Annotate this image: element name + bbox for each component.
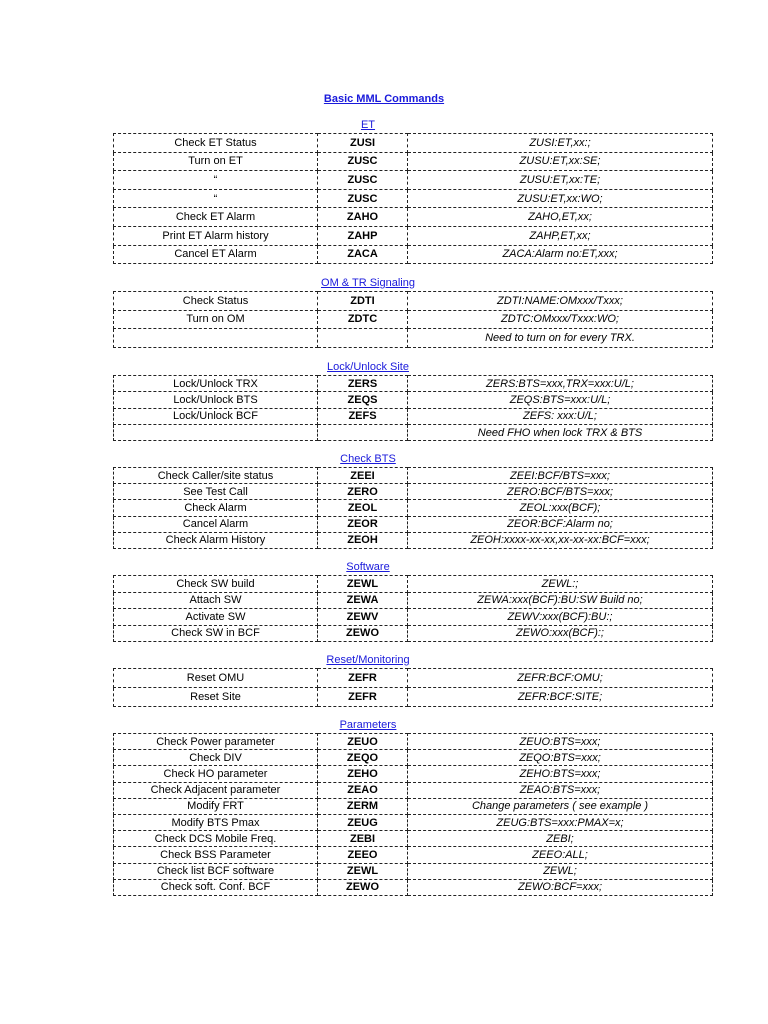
command-code bbox=[318, 424, 408, 440]
command-syntax: ZDTI:NAME:OMxxx/Txxx; bbox=[408, 292, 713, 311]
command-syntax: ZEUO:BTS=xxx; bbox=[408, 734, 713, 750]
command-table bbox=[113, 467, 713, 549]
command-syntax: Need to turn on for every TRX. bbox=[408, 329, 713, 348]
command-code: ZEOH bbox=[318, 532, 408, 548]
command-syntax: ZEOL:xxx(BCF); bbox=[408, 500, 713, 516]
command-description: Lock/Unlock TRX bbox=[114, 376, 318, 392]
command-description: Turn on ET bbox=[114, 152, 318, 171]
command-description: Check Adjacent parameter bbox=[114, 782, 318, 798]
section-title: Parameters bbox=[339, 719, 397, 731]
command-syntax: ZEWL:; bbox=[408, 576, 713, 593]
command-description: Modify BTS Pmax bbox=[114, 814, 318, 830]
command-code: ZEEI bbox=[318, 468, 408, 484]
command-code: ZDTI bbox=[318, 292, 408, 311]
table-row bbox=[114, 189, 713, 208]
command-description: Check BSS Parameter bbox=[114, 847, 318, 863]
command-syntax: ZEWO:xxx(BCF):; bbox=[408, 625, 713, 642]
table-row bbox=[114, 750, 713, 766]
command-description: Turn on OM bbox=[114, 310, 318, 329]
command-code: ZUSC bbox=[318, 171, 408, 190]
command-table bbox=[113, 291, 713, 348]
command-syntax: ZEWL; bbox=[408, 863, 713, 879]
table-row bbox=[114, 134, 713, 153]
command-description: Check DCS Mobile Freq. bbox=[114, 831, 318, 847]
command-syntax: ZDTC:OMxxx/Txxx:WO; bbox=[408, 310, 713, 329]
table-row bbox=[114, 766, 713, 782]
command-code: ZEQS bbox=[318, 392, 408, 408]
command-description bbox=[114, 329, 318, 348]
command-syntax: ZEUG:BTS=xxx:PMAX=x; bbox=[408, 814, 713, 830]
command-code: ZEWL bbox=[318, 576, 408, 593]
command-code: ZEWO bbox=[318, 879, 408, 895]
command-description: Activate SW bbox=[114, 609, 318, 626]
table-row bbox=[114, 484, 713, 500]
table-row bbox=[114, 879, 713, 895]
table-row bbox=[114, 863, 713, 879]
table-row bbox=[114, 532, 713, 548]
command-code: ZEUO bbox=[318, 734, 408, 750]
command-code: ZERO bbox=[318, 484, 408, 500]
command-description: Check Status bbox=[114, 292, 318, 311]
command-code: ZAHP bbox=[318, 226, 408, 245]
table-row bbox=[114, 500, 713, 516]
command-code: ZDTC bbox=[318, 310, 408, 329]
command-code: ZUSI bbox=[318, 134, 408, 153]
command-code: ZUSC bbox=[318, 189, 408, 208]
table-row bbox=[114, 376, 713, 392]
command-code: ZUSC bbox=[318, 152, 408, 171]
command-syntax: ZEAO:BTS=xxx; bbox=[408, 782, 713, 798]
command-code: ZEWV bbox=[318, 609, 408, 626]
command-description: Attach SW bbox=[114, 592, 318, 609]
command-code: ZERM bbox=[318, 798, 408, 814]
section-title: Lock/Unlock Site bbox=[327, 361, 409, 373]
section-title: Reset/Monitoring bbox=[326, 654, 410, 666]
table-row bbox=[114, 245, 713, 264]
command-description: Check Caller/site status bbox=[114, 468, 318, 484]
table-row bbox=[114, 468, 713, 484]
command-syntax: ZUSI:ET,xx:; bbox=[408, 134, 713, 153]
command-description: Check SW build bbox=[114, 576, 318, 593]
command-syntax: ZEEO:ALL; bbox=[408, 847, 713, 863]
command-description: Check soft. Conf. BCF bbox=[114, 879, 318, 895]
command-description: “ bbox=[114, 189, 318, 208]
command-description: Check list BCF software bbox=[114, 863, 318, 879]
table-row bbox=[114, 782, 713, 798]
command-description: Modify FRT bbox=[114, 798, 318, 814]
command-code: ZEBI bbox=[318, 831, 408, 847]
command-syntax: ZEBI; bbox=[408, 831, 713, 847]
command-code: ZEFR bbox=[318, 688, 408, 707]
table-row bbox=[114, 208, 713, 227]
table-row bbox=[114, 798, 713, 814]
table-row bbox=[114, 831, 713, 847]
command-code: ZACA bbox=[318, 245, 408, 264]
table-row bbox=[114, 408, 713, 424]
command-code: ZAHO bbox=[318, 208, 408, 227]
command-code: ZEOL bbox=[318, 500, 408, 516]
command-syntax: ZUSU:ET,xx:SE; bbox=[408, 152, 713, 171]
command-table bbox=[113, 733, 713, 896]
command-syntax: ZUSU:ET,xx:WO; bbox=[408, 189, 713, 208]
command-syntax: ZEOH:xxxx-xx-xx,xx-xx-xx:BCF=xxx; bbox=[408, 532, 713, 548]
command-code: ZEQO bbox=[318, 750, 408, 766]
command-syntax: ZEHO:BTS=xxx; bbox=[408, 766, 713, 782]
command-syntax: ZEWA:xxx(BCF):BU:SW Build no; bbox=[408, 592, 713, 609]
command-code: ZEFS bbox=[318, 408, 408, 424]
section-title: ET bbox=[360, 119, 376, 131]
command-code: ZEOR bbox=[318, 516, 408, 532]
table-row bbox=[114, 625, 713, 642]
table-row bbox=[114, 576, 713, 593]
table-row bbox=[114, 592, 713, 609]
command-code: ZEWA bbox=[318, 592, 408, 609]
command-description: Check Power parameter bbox=[114, 734, 318, 750]
command-description: See Test Call bbox=[114, 484, 318, 500]
command-code bbox=[318, 329, 408, 348]
table-row bbox=[114, 329, 713, 348]
command-description: Lock/Unlock BTS bbox=[114, 392, 318, 408]
command-table bbox=[113, 375, 713, 441]
command-table bbox=[113, 133, 713, 264]
table-row bbox=[114, 847, 713, 863]
table-row bbox=[114, 310, 713, 329]
command-syntax: ZAHP,ET,xx; bbox=[408, 226, 713, 245]
command-description: Print ET Alarm history bbox=[114, 226, 318, 245]
command-syntax: ZEQO:BTS=xxx; bbox=[408, 750, 713, 766]
table-row bbox=[114, 152, 713, 171]
table-row bbox=[114, 292, 713, 311]
command-table bbox=[113, 668, 713, 707]
command-syntax: ZUSU:ET,xx:TE; bbox=[408, 171, 713, 190]
command-syntax: ZEFS: xxx:U/L; bbox=[408, 408, 713, 424]
table-row bbox=[114, 734, 713, 750]
table-row bbox=[114, 688, 713, 707]
command-code: ZEFR bbox=[318, 669, 408, 688]
command-description: Check Alarm bbox=[114, 500, 318, 516]
command-code: ZEHO bbox=[318, 766, 408, 782]
command-syntax: ZACA:Alarm no:ET,xxx; bbox=[408, 245, 713, 264]
command-syntax: ZEFR:BCF:OMU; bbox=[408, 669, 713, 688]
command-description: Cancel ET Alarm bbox=[114, 245, 318, 264]
command-code: ZEUG bbox=[318, 814, 408, 830]
command-code: ZEEO bbox=[318, 847, 408, 863]
command-code: ZEAO bbox=[318, 782, 408, 798]
command-code: ZEWL bbox=[318, 863, 408, 879]
command-syntax: ZEFR:BCF:SITE; bbox=[408, 688, 713, 707]
command-syntax: ZEWO:BCF=xxx; bbox=[408, 879, 713, 895]
table-row bbox=[114, 516, 713, 532]
table-row bbox=[114, 226, 713, 245]
command-description: Check DIV bbox=[114, 750, 318, 766]
command-description bbox=[114, 424, 318, 440]
command-description: Lock/Unlock BCF bbox=[114, 408, 318, 424]
command-syntax: ZEWV:xxx(BCF):BU:; bbox=[408, 609, 713, 626]
command-description: Check SW in BCF bbox=[114, 625, 318, 642]
document-title: Basic MML Commands bbox=[323, 93, 445, 105]
command-syntax: ZEEI:BCF/BTS=xxx; bbox=[408, 468, 713, 484]
table-row bbox=[114, 814, 713, 830]
command-syntax: ZERS:BTS=xxx,TRX=xxx:U/L; bbox=[408, 376, 713, 392]
command-syntax: ZEOR:BCF:Alarm no; bbox=[408, 516, 713, 532]
command-syntax: ZERO:BCF/BTS=xxx; bbox=[408, 484, 713, 500]
table-row bbox=[114, 171, 713, 190]
command-table bbox=[113, 575, 713, 642]
command-description: Reset Site bbox=[114, 688, 318, 707]
table-row bbox=[114, 392, 713, 408]
section-title: Software bbox=[346, 561, 390, 573]
command-syntax: ZEQS:BTS=xxx:U/L; bbox=[408, 392, 713, 408]
command-description: Check ET Status bbox=[114, 134, 318, 153]
command-syntax: Need FHO when lock TRX & BTS bbox=[408, 424, 713, 440]
command-syntax: ZAHO,ET,xx; bbox=[408, 208, 713, 227]
section-title: OM & TR Signaling bbox=[321, 277, 415, 289]
command-code: ZERS bbox=[318, 376, 408, 392]
command-code: ZEWO bbox=[318, 625, 408, 642]
table-row bbox=[114, 669, 713, 688]
command-syntax: Change parameters ( see example ) bbox=[408, 798, 713, 814]
command-description: “ bbox=[114, 171, 318, 190]
command-description: Cancel Alarm bbox=[114, 516, 318, 532]
table-row bbox=[114, 609, 713, 626]
table-row bbox=[114, 424, 713, 440]
command-description: Reset OMU bbox=[114, 669, 318, 688]
command-description: Check ET Alarm bbox=[114, 208, 318, 227]
command-description: Check Alarm History bbox=[114, 532, 318, 548]
command-description: Check HO parameter bbox=[114, 766, 318, 782]
section-title: Check BTS bbox=[340, 453, 396, 465]
